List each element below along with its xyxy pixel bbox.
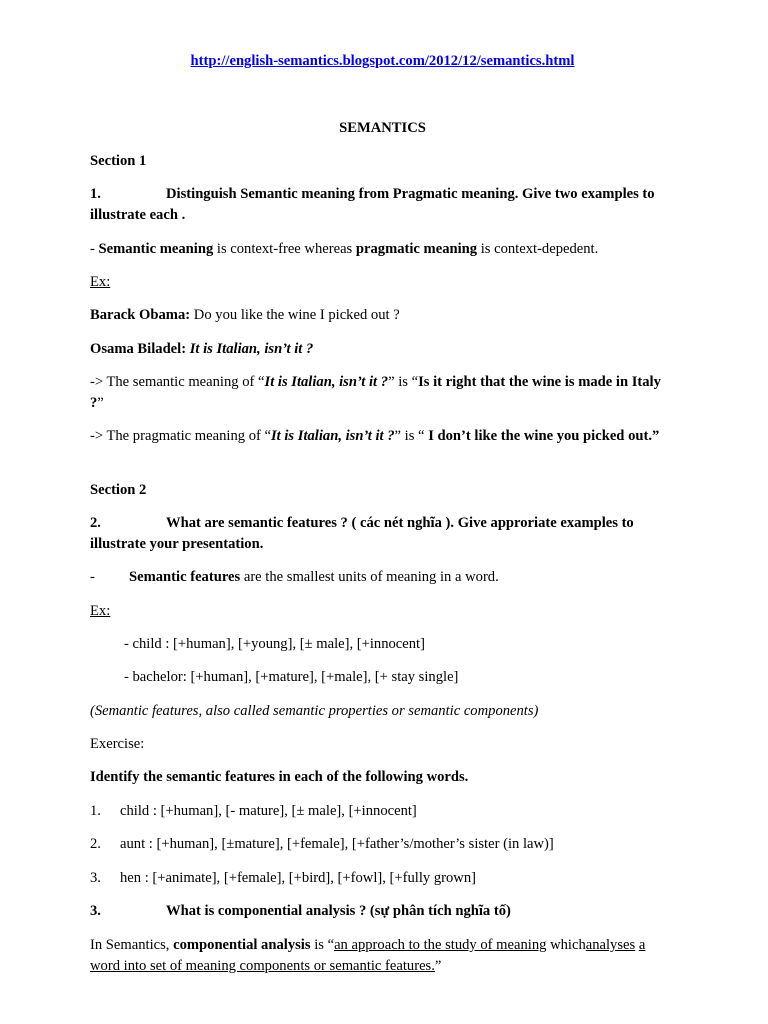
features-note	[90, 701, 675, 722]
pragmatic-is: ” is “	[394, 428, 429, 444]
exercise-item-2	[90, 834, 675, 855]
exercise-task	[90, 767, 675, 788]
question-2-number: 2.	[90, 515, 101, 531]
question-1	[90, 184, 675, 226]
semantic-is: ” is “	[388, 374, 419, 390]
question-3-number: 3.	[90, 903, 101, 919]
exercise-item-2-number: 2.	[90, 836, 101, 852]
semantic-vs-pragmatic-definition	[90, 239, 675, 260]
example-label-2-text: Ex:	[90, 603, 111, 619]
answer-which: which	[546, 937, 586, 953]
definition-middle: is context-free whereas	[213, 241, 356, 257]
example-bachelor: - bachelor: [+human], [+mature], [+male], [+ stay single]	[124, 669, 459, 685]
componential-analysis-answer	[90, 935, 675, 977]
pragmatic-meaning-term: pragmatic meaning	[355, 241, 478, 257]
semantic-close-quote: ”	[97, 395, 104, 411]
answer-prefix: In Semantics,	[90, 937, 174, 953]
exercise-item-1	[90, 801, 675, 822]
question-1-number: 1.	[90, 186, 101, 202]
document-title-text: SEMANTICS	[339, 120, 426, 136]
section1-heading-text: Section 1	[90, 153, 147, 169]
semantic-arrow-text: -> The semantic meaning of “	[90, 374, 265, 390]
exercise-task-text: Identify the semantic features in each of the following words.	[90, 769, 469, 785]
dialogue-line-1	[90, 305, 675, 326]
exercise-item-3-text: hen : [+animate], [+female], [+bird], [+fowl], [+fully grown]	[120, 870, 477, 886]
exercise-item-1-number: 1.	[90, 803, 101, 819]
question-2	[90, 513, 675, 555]
pragmatic-meaning-explanation	[90, 426, 675, 447]
section2-heading-text: Section 2	[90, 482, 147, 498]
semantic-meaning-term: Semantic meaning	[98, 241, 214, 257]
features-bullet: -	[90, 569, 95, 585]
semantic-features-definition	[90, 567, 675, 588]
semantic-meaning-explanation	[90, 372, 675, 414]
question-1-text: Distinguish Semantic meaning from Pragmatic meaning. Give two examples to illustrate each .	[90, 186, 655, 223]
semantic-answer: Is it right that the wine is made in Italy ?	[90, 374, 661, 411]
componential-analysis-term: componential analysis	[173, 937, 311, 953]
exercise-item-3-number: 3.	[90, 870, 101, 886]
semantic-features-def: are the smallest units of meaning in a word.	[240, 569, 499, 585]
semantic-features-term: Semantic features	[129, 569, 241, 585]
source-url-link[interactable]: http://english-semantics.blogspot.com/2012/12/semantics.html	[190, 53, 575, 69]
exercise-item-2-text: aunt : [+human], [±mature], [+female], [+father’s/mother’s sister (in law)]	[120, 836, 554, 852]
answer-is: is “	[310, 937, 335, 953]
source-link-line	[90, 51, 675, 72]
exercise-label: Exercise:	[90, 736, 145, 752]
dialogue-line-2-text: It is Italian, isn’t it ?	[186, 341, 314, 357]
question-3	[90, 901, 675, 922]
pragmatic-arrow-text: -> The pragmatic meaning of “	[90, 428, 271, 444]
exercise-item-3	[90, 868, 675, 889]
features-note-text: (Semantic features, also called semantic properties or semantic components)	[90, 703, 539, 719]
dialogue-line-1-text: Do you like the wine I picked out ?	[190, 307, 400, 323]
question-2-text: What are semantic features ? ( các nét nghĩa ). Give approriate examples to illustrate your presentation.	[90, 515, 634, 552]
section2-heading	[90, 480, 675, 501]
example-child: - child : [+human], [+young], [± male], [+innocent]	[124, 636, 425, 652]
answer-close-quote: ”	[434, 958, 442, 974]
answer-underlined-2: analyses	[585, 937, 636, 953]
pragmatic-answer: I don’t like the wine you picked out.”	[428, 428, 660, 444]
exercise-item-1-text: child : [+human], [- mature], [± male], [+innocent]	[120, 803, 417, 819]
speaker-1: Barack Obama:	[90, 307, 191, 323]
answer-underlined-1: an approach to the study of meaning	[334, 937, 547, 953]
example-label-1	[90, 272, 675, 293]
example-label-1-text: Ex:	[90, 274, 111, 290]
answer-underlined-3: a word into set of meaning components or semantic features.	[90, 937, 646, 974]
speaker-2: Osama Biladel:	[90, 341, 187, 357]
section1-heading	[90, 151, 675, 172]
pragmatic-quote: It is Italian, isn’t it ?	[271, 428, 395, 444]
dialogue-line-2	[90, 339, 675, 360]
semantic-quote: It is Italian, isn’t it ?	[264, 374, 389, 390]
document-title	[90, 118, 675, 139]
definition-end: is context-depedent.	[477, 241, 599, 257]
question-3-text: What is componential analysis ? (sự phân tích nghĩa tố)	[166, 903, 511, 919]
definition-dash: -	[90, 241, 99, 257]
example-label-2	[90, 601, 675, 622]
